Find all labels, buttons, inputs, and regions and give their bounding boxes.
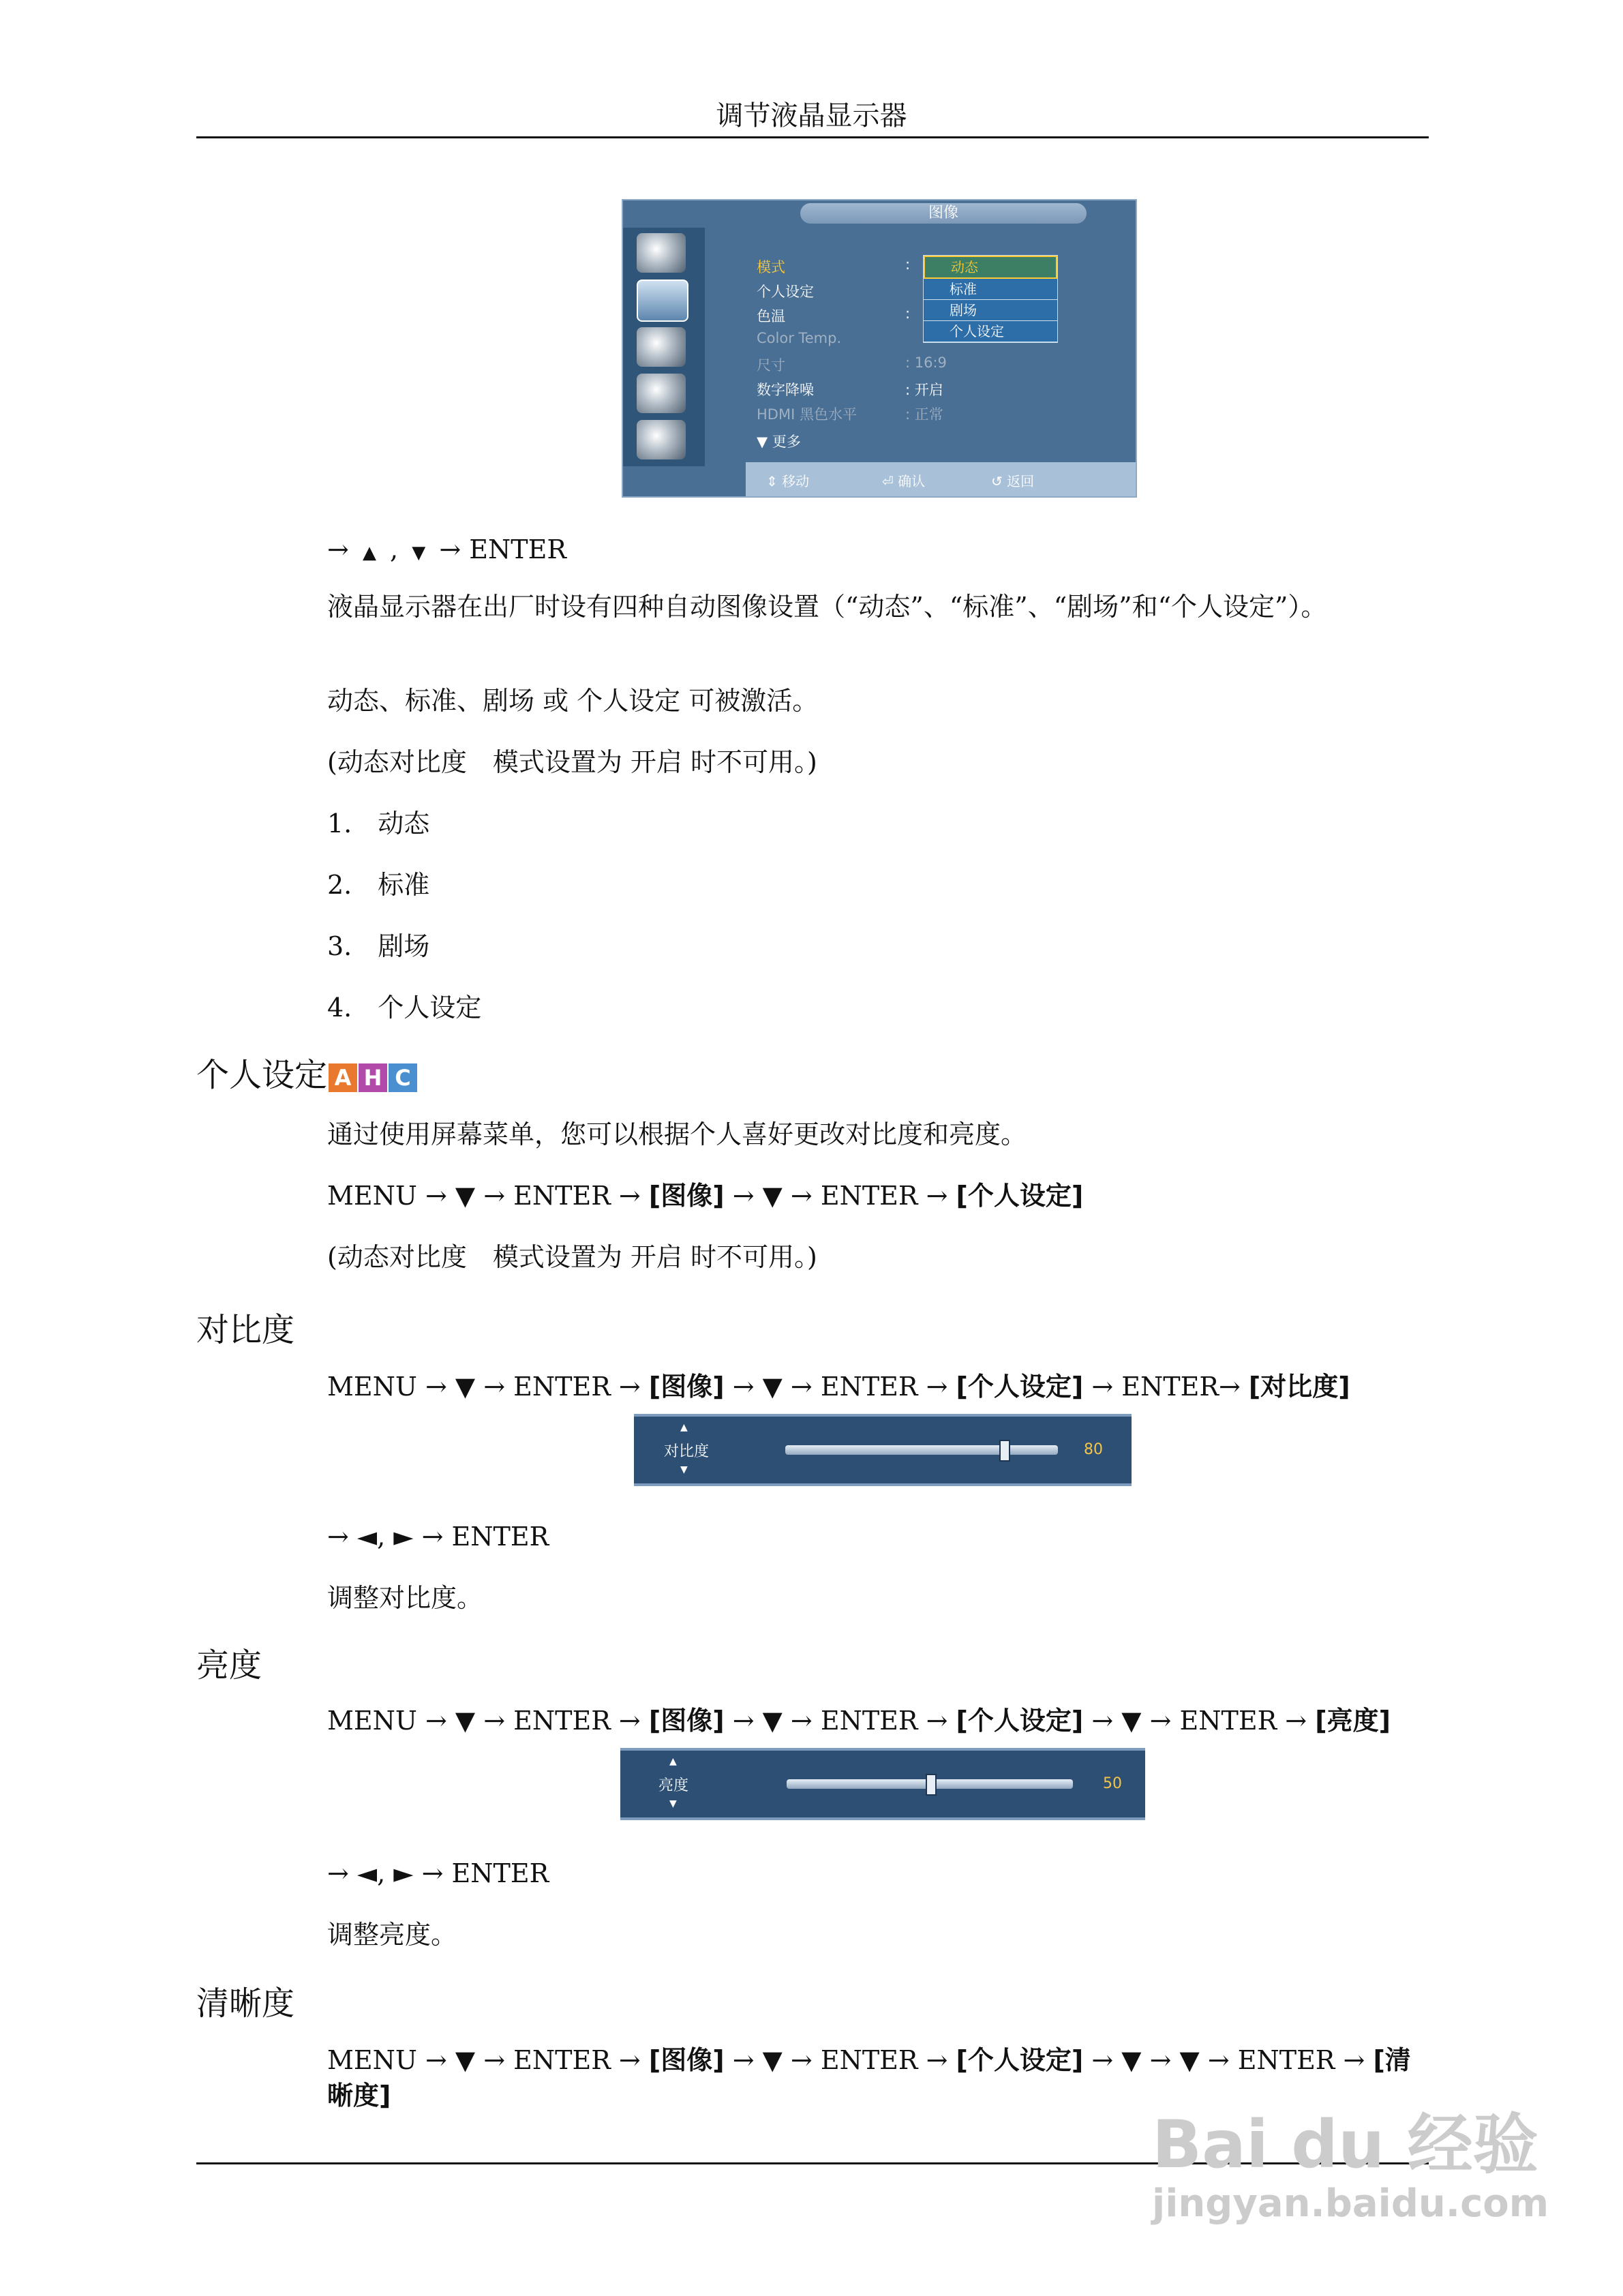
- custom-menu-path: [327, 1178, 1083, 1213]
- baidu-watermark-logo: Bai du 经验: [1152, 2106, 1538, 2183]
- section-heading-brightness: 亮度: [196, 1646, 262, 1685]
- osd-footer-back: ↺ 返回: [991, 473, 1035, 489]
- badge-a: A: [329, 1063, 357, 1092]
- intro-paragraph-2: 动态、标准、剧场 或 个人设定 可被激活。: [327, 686, 819, 716]
- path-bold-picture: [图像]: [648, 1706, 725, 1736]
- path-part: → ▼ → ENTER →: [732, 1706, 948, 1736]
- arrow-right-icon: →: [439, 534, 461, 564]
- list-item-2: 2. 标准: [327, 870, 430, 900]
- osd-item-size: 尺寸: [757, 357, 785, 374]
- brightness-nav-line: → ◄, ► → ENTER: [327, 1858, 549, 1888]
- osd-footer-confirm: ⏎ 确认: [882, 473, 926, 489]
- sound-icon: [637, 327, 686, 367]
- up-arrow-icon: ▲: [680, 1422, 688, 1433]
- down-triangle-icon: ▼: [412, 543, 426, 563]
- osd-item-custom: 个人设定: [757, 284, 814, 300]
- osd-item-mode: 模式: [757, 259, 785, 275]
- osd-val-hdmi-black: : 正常: [905, 406, 943, 423]
- osd-option-movie: 剧场: [924, 300, 1057, 321]
- path-part: MENU → ▼ → ENTER →: [327, 2045, 641, 2075]
- intro-paragraph-1: 液晶显示器在出厂时设有四种自动图像设置（“动态”、“标准”、“剧场”和“个人设定”）。: [327, 592, 1327, 622]
- osd-item-hdmi-black: HDMI 黑色水平: [757, 406, 857, 423]
- arrow-right-icon: →: [327, 534, 349, 564]
- osd-val-color-tone: :: [905, 305, 911, 322]
- osd-val-mode: :: [905, 256, 911, 273]
- brightness-slider-label: 亮度: [658, 1777, 689, 1794]
- contrast-slider: [634, 1414, 1132, 1486]
- osd-title: 图像: [800, 203, 1087, 224]
- path-bold-picture: [图像]: [648, 1372, 725, 1402]
- path-part: MENU → ▼ → ENTER →: [327, 1181, 641, 1211]
- custom-paragraph: 通过使用屏幕菜单，您可以根据个人喜好更改对比度和亮度。: [327, 1119, 1027, 1149]
- down-arrow-icon: ▼: [669, 1798, 677, 1809]
- osd-val-dnr: : 开启: [905, 382, 943, 398]
- picture-icon: [637, 280, 688, 322]
- up-arrow-icon: ▲: [669, 1756, 677, 1767]
- section-heading-custom-text: 个人设定: [196, 1056, 328, 1094]
- list-item-4: 4. 个人设定: [327, 993, 482, 1023]
- contrast-slider-value: 80: [1084, 1441, 1103, 1458]
- section-heading-custom: [196, 1048, 417, 1096]
- osd-item-color-tone: 色温: [757, 308, 785, 324]
- osd-category-column: [623, 228, 705, 466]
- osd-picture-menu: [622, 199, 1137, 498]
- up-triangle-icon: ▲: [362, 543, 376, 563]
- osd-item-more: ▼ 更多: [757, 434, 801, 450]
- brightness-menu-path: [327, 1703, 1391, 1738]
- osd-option-standard: 标准: [924, 279, 1057, 300]
- path-bold-picture: [图像]: [648, 1181, 725, 1211]
- list-item-1: 1. 动态: [327, 809, 430, 839]
- contrast-slider-label: 对比度: [664, 1443, 710, 1460]
- path-part: → ▼ → ENTER →: [732, 1181, 948, 1211]
- path-part: → ▼ → ENTER →: [732, 2045, 948, 2075]
- osd-item-color-temp: Color Temp.: [757, 330, 842, 346]
- contrast-nav-line: → ◄, ► → ENTER: [327, 1522, 549, 1552]
- path-bold-contrast: [对比度]: [1248, 1372, 1350, 1402]
- path-part: → ▼ → ENTER →: [732, 1372, 948, 1402]
- badge-h: H: [359, 1063, 387, 1092]
- custom-note: (动态对比度 模式设置为 开启 时不可用。): [327, 1242, 817, 1272]
- contrast-slider-thumb: [999, 1440, 1010, 1462]
- brightness-slider-thumb: [926, 1774, 937, 1796]
- contrast-desc: 调整对比度。: [327, 1583, 483, 1613]
- contrast-slider-track: [785, 1445, 1058, 1455]
- path-bold-custom: [个人设定]: [956, 1181, 1084, 1211]
- comma: ,: [390, 534, 399, 564]
- path-part: MENU → ▼ → ENTER →: [327, 1372, 641, 1402]
- path-part: → ENTER→: [1091, 1372, 1241, 1402]
- osd-val-size: : 16:9: [905, 354, 947, 371]
- brightness-desc: 调整亮度。: [327, 1920, 457, 1950]
- osd-item-dnr: 数字降噪: [757, 382, 814, 398]
- path-bold-sharpness: [清晰度]: [327, 2045, 1411, 2111]
- contrast-menu-path: [327, 1369, 1350, 1404]
- path-bold-picture: [图像]: [648, 2045, 725, 2075]
- input-icon: [637, 233, 686, 273]
- osd-mode-dropdown: [923, 255, 1058, 343]
- path-bold-brightness: [亮度]: [1315, 1706, 1391, 1736]
- multi-window-icon: [637, 420, 686, 459]
- osd-option-dynamic: 动态: [924, 256, 1057, 279]
- enter-label: ENTER: [469, 534, 566, 564]
- brightness-slider: [620, 1748, 1145, 1820]
- section-heading-sharpness: 清晰度: [196, 1984, 295, 2023]
- section-heading-contrast: 对比度: [196, 1311, 295, 1349]
- osd-option-custom: 个人设定: [924, 321, 1057, 342]
- path-bold-custom: [个人设定]: [956, 1372, 1084, 1402]
- down-arrow-icon: ▼: [680, 1464, 688, 1475]
- setup-gear-icon: [637, 374, 686, 413]
- page-header-title: 调节液晶显示器: [716, 100, 907, 132]
- path-part: MENU → ▼ → ENTER →: [327, 1706, 641, 1736]
- path-bold-custom: [个人设定]: [956, 2045, 1084, 2075]
- brightness-slider-value: 50: [1103, 1775, 1122, 1792]
- osd-footer: [746, 462, 1136, 496]
- path-bold-custom: [个人设定]: [956, 1706, 1084, 1736]
- osd-footer-move: ⇕ 移动: [766, 473, 810, 489]
- path-part: → ▼ → ▼ → ENTER →: [1091, 2045, 1365, 2075]
- intro-paragraph-3: (动态对比度 模式设置为 开启 时不可用。): [327, 747, 817, 777]
- baidu-watermark-url: jingyan.baidu.com: [1152, 2181, 1549, 2226]
- list-item-3: 3. 剧场: [327, 931, 430, 961]
- path-part: → ▼ → ENTER →: [1091, 1706, 1307, 1736]
- badge-c: C: [389, 1063, 417, 1092]
- header-rule: [196, 136, 1429, 138]
- nav-line-mode: [327, 532, 566, 571]
